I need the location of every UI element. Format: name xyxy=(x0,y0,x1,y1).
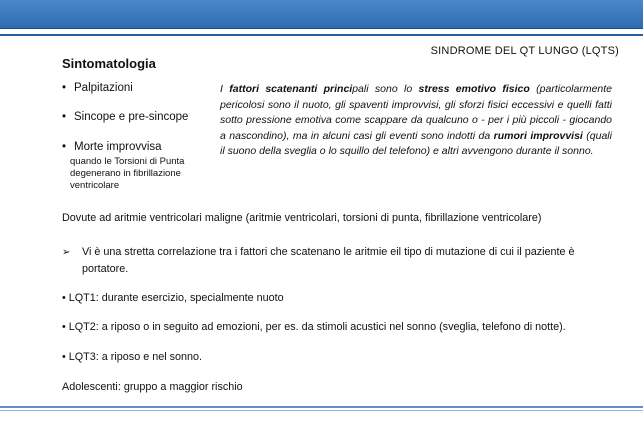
symptom-sub-note xyxy=(70,156,240,192)
symptom-label: Palpitazioni xyxy=(74,82,133,94)
arrow-bullet-icon: ➢ xyxy=(62,247,71,258)
correlation-item xyxy=(62,244,622,278)
symptom-item xyxy=(62,141,162,153)
paragraph-text: pali sono lo xyxy=(352,83,419,95)
arrhythmias-line: Dovute ad aritmie ventricolari maligne (aritmie ventricolari, torsioni di punta, fibrillazione ventricolare) xyxy=(62,212,542,224)
sub-note-line: ventricolare xyxy=(70,180,120,191)
correlation-text: Vi è una stretta correlazione tra i fattori che scatenano le aritmie eil tipo di mutazione di cui il paziente è portatore. xyxy=(82,246,575,275)
footer-divider xyxy=(0,406,643,408)
symptom-label: Sincope e pre-sincope xyxy=(74,111,189,123)
sub-note-line: quando le Torsioni di Punta xyxy=(70,156,185,167)
lqt1-line: • LQT1: durante esercizio, specialmente nuoto xyxy=(62,292,284,304)
section-heading: Sintomatologia xyxy=(62,56,156,71)
paragraph-text: (quali il suono della sveglia o lo squillo del telefono) e altri avvengono durante il sonno. xyxy=(220,129,612,157)
lqt2-line: • LQT2: a riposo o in seguito ad emozioni, per es. da stimoli acustici nel sonno (sveglia, telefono di notte). xyxy=(62,321,566,333)
symptom-item xyxy=(62,111,188,123)
lqt3-line: • LQT3: a riposo e nel sonno. xyxy=(62,351,203,363)
paragraph-text: (particolarmente pericolosi sono il nuoto, gli spaventi improvvisi, gli sforzi fisici eccessivi e quelli fatti sotto pressione emotiva come scappare da qualcuno o - per i più piccoli - giocando a nascondino), ma in alcuni casi gli eventi sono indotti da xyxy=(220,83,613,142)
footer-divider-thin xyxy=(0,410,643,411)
adolescents-line: Adolescenti: gruppo a maggior rischio xyxy=(62,381,243,393)
paragraph-text: I xyxy=(220,83,230,95)
bullet: • xyxy=(62,141,67,153)
header-divider xyxy=(0,34,643,36)
symptom-label: Morte improvvisa xyxy=(74,141,162,153)
paragraph-emphasis: fattori scatenanti princi xyxy=(229,83,353,95)
paragraph-emphasis: stress emotivo fisico xyxy=(418,83,530,95)
sub-note-line: degenerano in fibrillazione xyxy=(70,168,181,179)
bullet: • xyxy=(62,82,67,94)
triggers-paragraph xyxy=(220,82,612,160)
header-bar xyxy=(0,0,643,29)
slide-title: SINDROME DEL QT LUNGO (LQTS) xyxy=(430,45,619,57)
bullet: • xyxy=(62,111,67,123)
paragraph-emphasis: rumori improvvisi xyxy=(493,129,583,142)
symptom-item xyxy=(62,82,133,94)
